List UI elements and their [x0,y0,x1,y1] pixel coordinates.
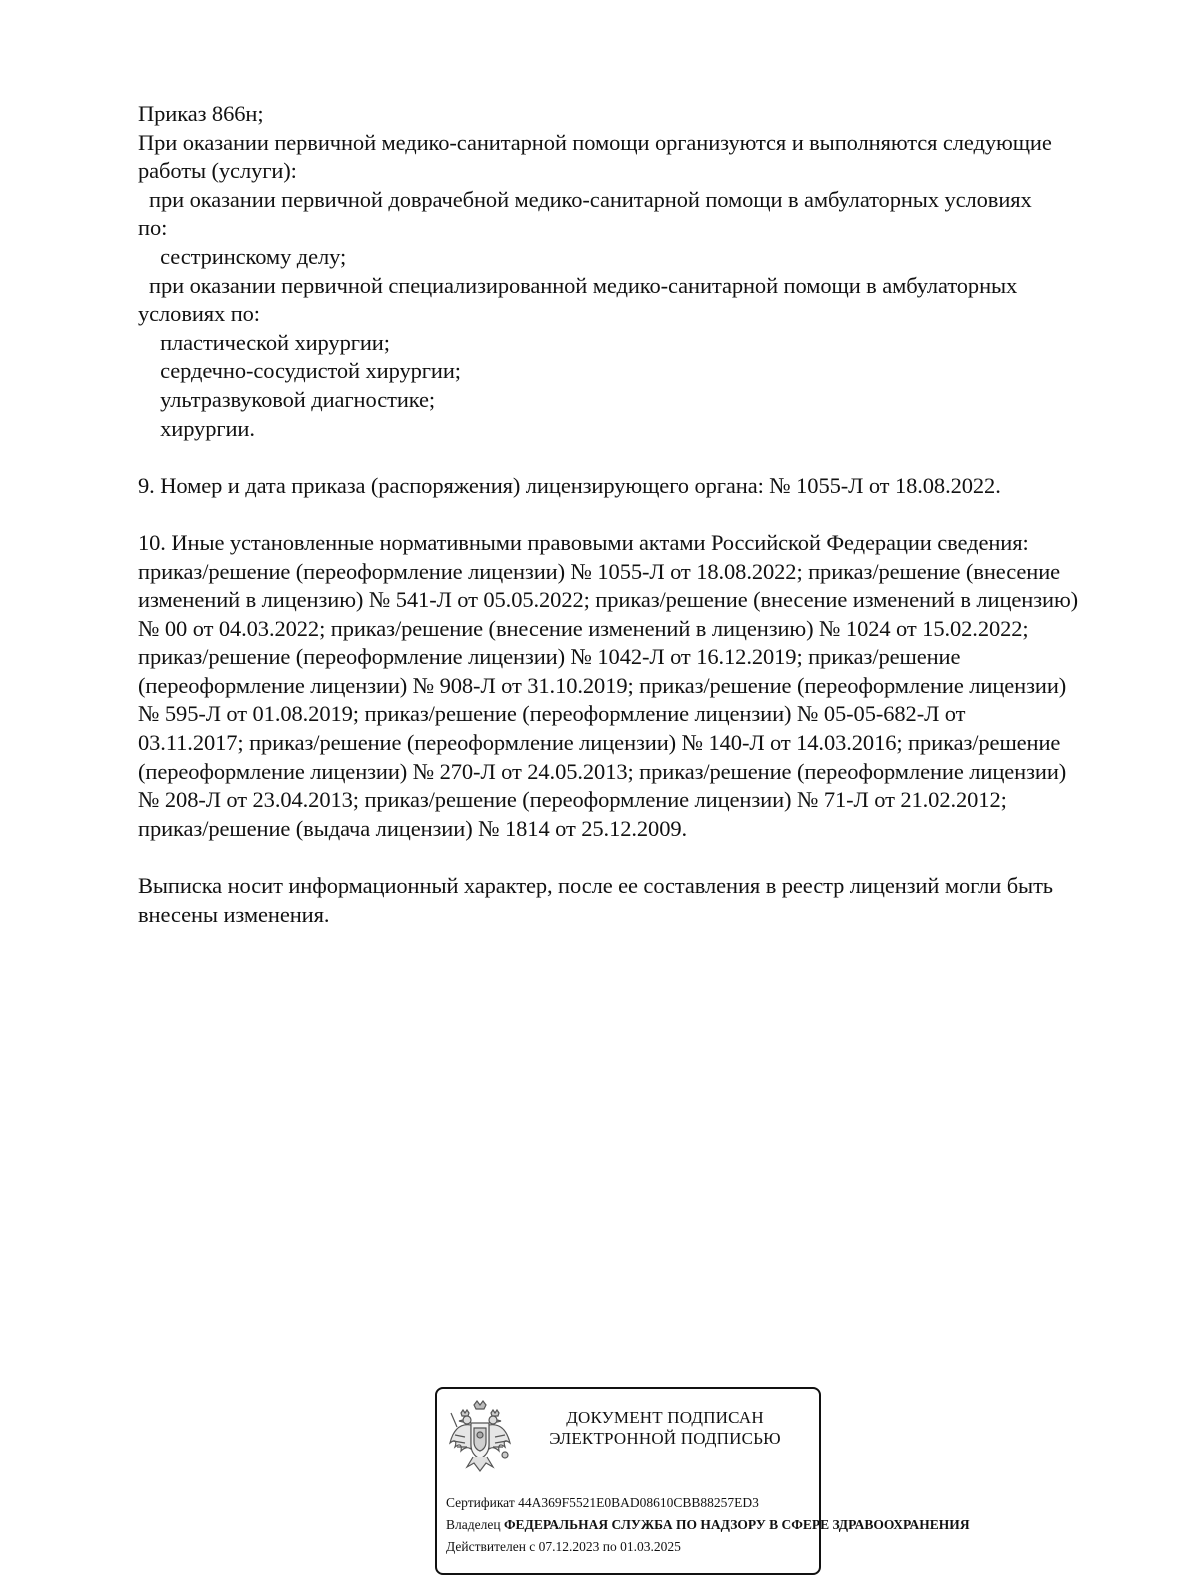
intro-text: При оказании первичной медико-санитарной помощи организуются и выполняются следующие [138,129,1052,155]
intro-block [138,100,1138,443]
signature-title-line: ЭЛЕКТРОННОЙ ПОДПИСЬЮ [549,1429,781,1448]
notice [138,872,1138,929]
section-10-line: 10. Иные установленные нормативными правовыми актами Российской Федерации сведения: [138,529,1029,555]
section-10-line: № 00 от 04.03.2022; приказ/решение (внесение изменений в лицензию) № 1024 от 15.02.2022; [138,615,1029,641]
section-10-line: 03.11.2017; приказ/решение (переоформление лицензии) № 140-Л от 14.03.2016; приказ/решение [138,730,1061,756]
signature-title-line: ДОКУМЕНТ ПОДПИСАН [566,1408,764,1427]
service-item: хирургии. [138,415,255,441]
section-10-line: (переоформление лицензии) № 270-Л от 24.05.2013; приказ/решение (переоформление лицензии) [138,758,1067,784]
section-10-line: приказ/решение (выдача лицензии) № 1814 от 25.12.2009. [138,815,688,841]
paragraph-gap [138,500,1138,529]
document-body [138,100,1138,929]
service-category: при оказании первичной специализированной медико-санитарной помощи в амбулаторных [138,272,1018,298]
owner-label: Владелец [446,1517,501,1532]
valid-label: Действителен с [446,1539,536,1554]
service-category: условиях по: [138,301,260,327]
validity-line [446,1539,681,1555]
section-10-line: № 595-Л от 01.08.2019; приказ/решение (переоформление лицензии) № 05-05-682-Л от [138,701,966,727]
valid-to: 01.03.2025 [620,1539,681,1554]
service-category: при оказании первичной доврачебной медико-санитарной помощи в амбулаторных условиях [138,186,1032,212]
section-10-line: (переоформление лицензии) № 908-Л от 31.10.2019; приказ/решение (переоформление лицензии) [138,672,1067,698]
certificate-label: Сертификат [446,1495,515,1510]
notice-line: внесены изменения. [138,901,330,927]
valid-to-label: по [602,1539,617,1554]
service-item: пластической хирургии; [138,329,390,355]
owner-name: ФЕДЕРАЛЬНАЯ СЛУЖБА ПО НАДЗОРУ В СФЕРЕ ЗДРАВООХРАНЕНИЯ [503,1517,970,1532]
section-10-line: № 208-Л от 23.04.2013; приказ/решение (переоформление лицензии) № 71-Л от 21.02.2012; [138,787,1007,813]
owner-line [446,1517,970,1533]
order-reference: Приказ 866н; [138,101,264,126]
notice-line: Выписка носит информационный характер, после ее составления в реестр лицензий могли быть [138,873,1053,899]
valid-from: 07.12.2023 [538,1539,600,1554]
service-item: сестринскому делу; [138,243,347,269]
certificate-number: 44A369F5521E0BAD08610CBB88257ED3 [518,1495,759,1510]
paragraph-gap [138,443,1138,472]
signature-title [529,1407,801,1449]
intro-text: работы (услуги): [138,158,297,184]
section-10-line: приказ/решение (переоформление лицензии) № 1055-Л от 18.08.2022; приказ/решение (внесение [138,558,1061,584]
service-item: сердечно-сосудистой хирургии; [138,358,461,384]
section-10-line: приказ/решение (переоформление лицензии) № 1042-Л от 16.12.2019; приказ/решение [138,644,961,670]
service-category: по: [138,215,168,241]
section-9: 9. Номер и дата приказа (распоряжения) лицензирующего органа: № 1055-Л от 18.08.2022. [138,472,1001,498]
section-10-line: изменений в лицензию) № 541-Л от 05.05.2022; приказ/решение (внесение изменений в лицензию) [138,587,1079,613]
double-headed-eagle-emblem-icon [447,1397,513,1473]
electronic-signature-stamp [435,1387,970,1575]
paragraph-gap [138,843,1138,872]
section-10 [138,529,1138,844]
service-item: ультразвуковой диагностике; [138,386,436,412]
certificate-line [446,1495,759,1511]
